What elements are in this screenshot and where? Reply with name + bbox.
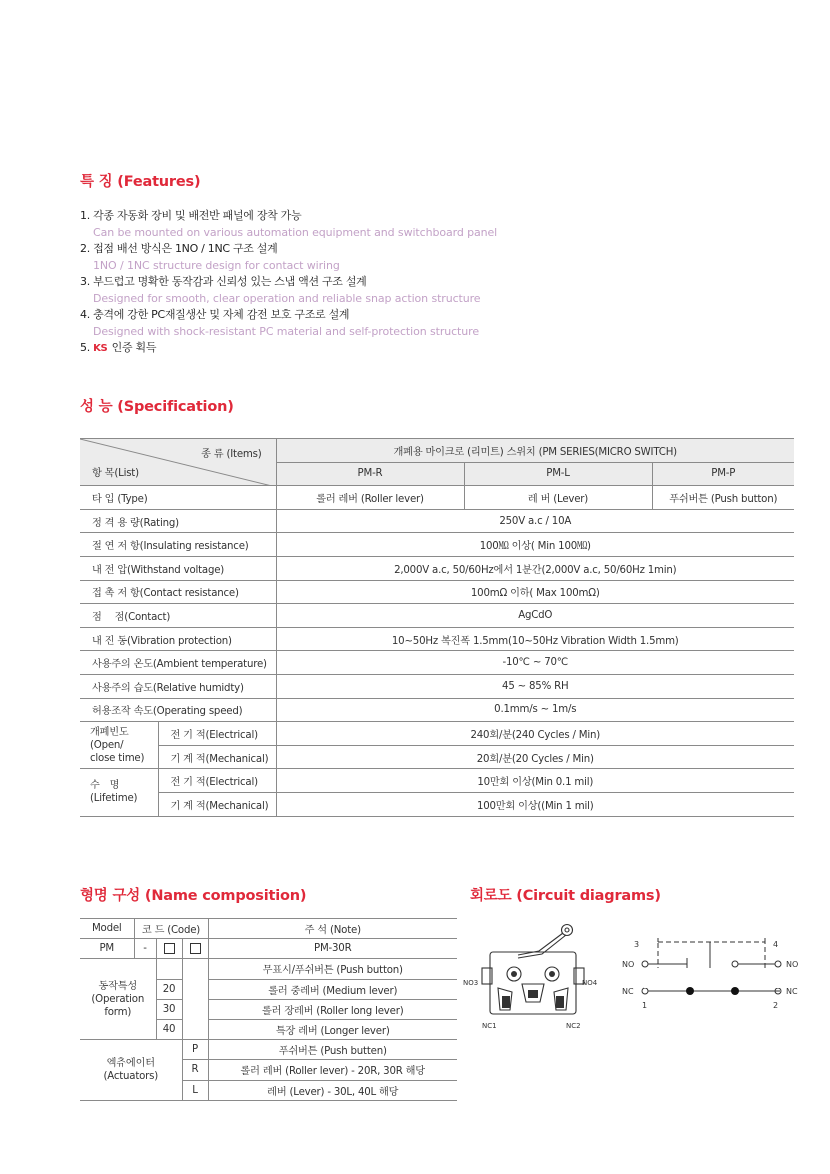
items-label: 종 류 (Items) — [201, 449, 262, 460]
table-row — [80, 769, 794, 793]
specification-heading: 성 능 (Specification) — [80, 399, 234, 415]
table-row — [80, 939, 457, 959]
cell-value: AgCdO — [276, 604, 794, 628]
code-value: R — [182, 1060, 208, 1080]
code-value: P — [182, 1040, 208, 1060]
note-value: 롤러 장레버 (Roller long lever) — [208, 999, 457, 1019]
dash: - — [134, 939, 156, 959]
cell-value: 100만회 이상((Min 1 mil) — [276, 792, 794, 816]
cell-value: 240회/분(240 Cycles / Min) — [276, 722, 794, 746]
operation-form-label: 동작특성 (Operation form) — [80, 959, 156, 1040]
model-header: PM-L — [464, 462, 652, 486]
table-row — [80, 698, 794, 722]
row-label: 전 기 적(Electrical) — [158, 769, 276, 793]
cell-value: -10℃ ~ 70℃ — [276, 651, 794, 675]
cell-value: 250V a.c / 10A — [276, 509, 794, 533]
label-nc2: NC2 — [566, 1022, 581, 1030]
square-placeholder — [164, 943, 175, 954]
label-nc: NC — [622, 987, 634, 996]
feature-ko: 3. 부드럽고 명확한 동작감과 신뢰성 있는 스냅 액션 구조 설계 — [80, 275, 367, 288]
code-box — [182, 939, 208, 959]
row-label: 정 격 용 량(Rating) — [80, 509, 276, 533]
code-value: 30 — [156, 999, 182, 1019]
table-row — [80, 722, 794, 746]
micro-switch-drawing — [462, 918, 612, 1038]
code-value: 40 — [156, 1019, 182, 1039]
circuit-heading: 회로도 (Circuit diagrams) — [470, 888, 661, 904]
open-contact — [732, 961, 738, 967]
row-label: 타 입 (Type) — [80, 486, 276, 510]
group-label: 개폐빈도 (Open/ close time) — [80, 722, 158, 769]
series-header: 개폐용 마이크로 (리미트) 스위치 (PM SERIES(MICRO SWITCH) — [276, 439, 794, 463]
table-row — [80, 533, 794, 557]
feature-en: Designed for smooth, clear operation and reliable snap action structure — [93, 292, 481, 305]
name-composition-table — [80, 918, 457, 1101]
cell-value: 45 ~ 85% RH — [276, 674, 794, 698]
cell-value: 레 버 (Lever) — [464, 486, 652, 510]
terminal-fill — [502, 996, 510, 1008]
terminal-3: 3 — [634, 940, 640, 949]
note-value: 롤러 중레버 (Medium lever) — [208, 979, 457, 999]
terminal-fill — [556, 996, 564, 1008]
feature-item — [80, 307, 680, 340]
cell-value: 20회/분(20 Cycles / Min) — [276, 745, 794, 769]
note-value: PM-30R — [208, 939, 457, 959]
feature-number: 5. — [80, 341, 90, 354]
name-composition-heading: 형명 구성 (Name composition) — [80, 888, 307, 904]
feature-en: Designed with shock-resistant PC material and self-protection structure — [93, 325, 479, 338]
row-label: 접 촉 저 항(Contact resistance) — [80, 580, 276, 604]
label-no: NO — [622, 960, 635, 969]
terminal-1: 1 — [642, 1001, 648, 1010]
model-header: PM-P — [652, 462, 794, 486]
feature-ko: 1. 각종 자동화 장비 및 배전반 패널에 장착 가능 — [80, 209, 302, 222]
model-value: PM — [80, 939, 134, 959]
roller-axle — [565, 928, 569, 932]
model-header: Model — [80, 919, 134, 939]
label-nc1: NC1 — [482, 1022, 497, 1030]
table-row — [80, 556, 794, 580]
empty-cell — [182, 959, 208, 1040]
note-header: 주 석 (Note) — [208, 919, 457, 939]
cell-value: 롤러 레버 (Roller lever) — [276, 486, 464, 510]
terminal-4: 4 — [773, 940, 779, 949]
code-box — [156, 939, 182, 959]
row-label: 기 계 적(Mechanical) — [158, 792, 276, 816]
label-nc: NC — [786, 987, 798, 996]
table-row — [80, 509, 794, 533]
feature-ko: 2. 접점 배선 방식은 1NO / 1NC 구조 설계 — [80, 242, 278, 255]
feature-item — [80, 208, 680, 241]
code-value — [156, 959, 182, 979]
table-row — [80, 651, 794, 675]
feature-ko: 4. 충격에 강한 PC재질생산 및 자체 감전 보호 구조로 설계 — [80, 308, 350, 321]
square-placeholder — [190, 943, 201, 954]
row-label: 점 점(Contact) — [80, 604, 276, 628]
table-row — [80, 604, 794, 628]
note-value: 레버 (Lever) - 30L, 40L 해당 — [208, 1080, 457, 1100]
mask — [644, 968, 794, 988]
code-value: L — [182, 1080, 208, 1100]
feature-en: Can be mounted on various automation equipment and switchboard panel — [93, 226, 498, 239]
header-diagonal-cell — [80, 439, 276, 486]
table-row — [80, 580, 794, 604]
row-label: 절 연 저 항(Insulating resistance) — [80, 533, 276, 557]
table-row — [80, 792, 794, 816]
cell-value: 2,000V a.c, 50/60Hz에서 1분간(2,000V a.c, 50/60Hz 1min) — [276, 556, 794, 580]
row-label: 전 기 적(Electrical) — [158, 722, 276, 746]
table-row — [80, 959, 457, 979]
closed-contact — [686, 987, 694, 995]
specification-table — [80, 438, 794, 817]
row-label: 기 계 적(Mechanical) — [158, 745, 276, 769]
terminal-no-right — [775, 961, 781, 967]
lever-arm — [518, 935, 566, 958]
note-value: 롤러 레버 (Roller lever) - 20R, 30R 해당 — [208, 1060, 457, 1080]
cell-value: 100㏁ 이상( Min 100㏁) — [276, 533, 794, 557]
closed-contact — [731, 987, 739, 995]
row-label: 허용조작 속도(Operating speed) — [80, 698, 276, 722]
row-label: 내 진 동(Vibration protection) — [80, 627, 276, 651]
cell-value: 10~50Hz 복진폭 1.5mm(10~50Hz Vibration Width 1.5mm) — [276, 627, 794, 651]
row-label: 사용주의 온도(Ambient temperature) — [80, 651, 276, 675]
cell-value: 100mΩ 이하( Max 100mΩ) — [276, 580, 794, 604]
feature-ko: 인증 획득 — [111, 341, 157, 354]
screw-head — [511, 971, 517, 977]
feature-item — [80, 340, 680, 357]
roller — [562, 925, 573, 936]
cell-value: 10만회 이상(Min 0.1 mil) — [276, 769, 794, 793]
cell-value: 푸쉬버튼 (Push button) — [652, 486, 794, 510]
note-value: 특장 레버 (Longer lever) — [208, 1019, 457, 1039]
feature-item — [80, 241, 680, 274]
feature-item — [80, 274, 680, 307]
features-list — [80, 208, 680, 357]
code-value: 20 — [156, 979, 182, 999]
actuators-label: 엑츄에이터 (Actuators) — [80, 1040, 182, 1101]
model-header: PM-R — [276, 462, 464, 486]
list-label: 항 목(List) — [92, 468, 139, 480]
note-value: 푸쉬버튼 (Push butten) — [208, 1040, 457, 1060]
table-row — [80, 627, 794, 651]
cell-value: 0.1mm/s ~ 1m/s — [276, 698, 794, 722]
row-label: 사용주의 습도(Relative humidty) — [80, 674, 276, 698]
center-fill — [528, 990, 538, 998]
label-no3: NO3 — [463, 979, 479, 987]
table-header-row — [80, 919, 457, 939]
terminal-nc-left — [642, 988, 648, 994]
feature-en: 1NO / 1NC structure design for contact wiring — [93, 259, 340, 272]
table-row — [80, 674, 794, 698]
ks-certification-logo: KS — [93, 343, 108, 354]
group-label: 수 명 (Lifetime) — [80, 769, 158, 816]
screw-head — [549, 971, 555, 977]
label-no: NO — [786, 960, 799, 969]
features-heading: 특 징 (Features) — [80, 174, 201, 190]
code-header: 코 드 (Code) — [134, 919, 208, 939]
note-value: 무표시/푸쉬버튼 (Push button) — [208, 959, 457, 979]
row-label: 내 전 압(Withstand voltage) — [80, 556, 276, 580]
terminal-no-left — [642, 961, 648, 967]
table-row — [80, 1040, 457, 1060]
terminal-2: 2 — [773, 1001, 779, 1010]
label-no4: NO4 — [582, 979, 598, 987]
table-row — [80, 745, 794, 769]
circuit-diagram — [620, 938, 810, 1018]
table-row — [80, 486, 794, 510]
